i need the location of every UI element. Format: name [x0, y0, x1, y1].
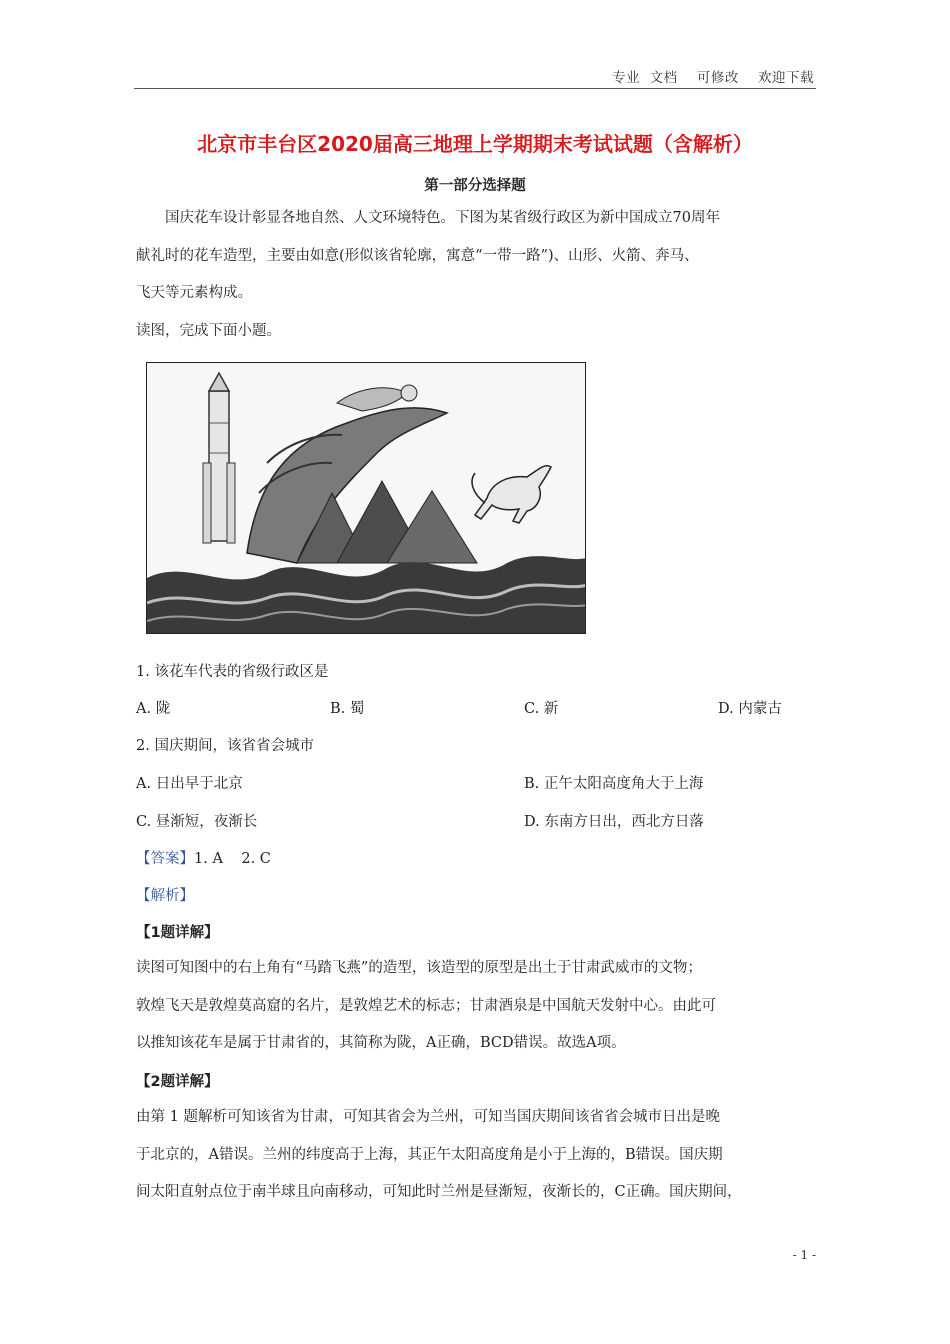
q1-option-b: B. 蜀 [330, 701, 365, 717]
detail-2-paragraph [136, 1099, 816, 1212]
detail-1-line: 读图可知图中的右上角有“马踏飞燕”的造型，该造型的原型是出土于甘肃武威市的文物； [136, 960, 702, 976]
document-title: 北京市丰台区2020届高三地理上学期期末考试试题（含解析） [197, 132, 753, 156]
intro-instruction: 读图，完成下面小题。 [136, 322, 281, 339]
analysis-tag: 【解析】 [136, 888, 194, 904]
q2-option-c: C. 昼渐短，夜渐长 [136, 814, 258, 830]
detail-2-line: 由第 1 题解析可知该省为甘肃，可知其省会为兰州，可知当国庆期间该省省会城市日出是晚 [136, 1109, 720, 1125]
detail-1-paragraph [136, 950, 816, 1063]
q2-option-a: A. 日出早于北京 [136, 776, 243, 792]
detail-2-heading: 【2题详解】 [136, 1074, 219, 1090]
detail-1-line: 以推知该花车是属于甘肃省的，其简称为陇，A正确，BCD错误。故选A项。 [136, 1035, 626, 1051]
answer-line [136, 847, 271, 868]
q2-option-b: B. 正午太阳高度角大于上海 [524, 776, 704, 792]
q1-option-a: A. 陇 [136, 701, 171, 717]
detail-1-line: 敦煌飞天是敦煌莫高窟的名片，是敦煌艺术的标志；甘肃酒泉是中国航天发射中心。由此可 [136, 997, 716, 1014]
detail-2-line: 于北京的，A错误。兰州的纬度高于上海，其正午太阳高度角是小于上海的，B错误。国庆期 [136, 1146, 723, 1163]
answer-text: 1. A 2. C [194, 851, 271, 867]
detail-1-heading: 【1题详解】 [136, 925, 219, 941]
section-heading: 第一部分选择题 [424, 178, 526, 194]
header-rule [134, 88, 816, 89]
intro-line: 国庆花车设计彰显各地自然、人文环境特色。下图为某省级行政区为新中国成立70周年 [165, 210, 720, 226]
q1-option-c: C. 新 [524, 701, 559, 717]
q2-option-d: D. 东南方日出，西北方日落 [524, 814, 704, 830]
question-1-stem: 1. 该花车代表的省级行政区是 [136, 664, 329, 680]
answer-tag: 【答案】 [136, 851, 194, 867]
intro-paragraph [136, 200, 816, 350]
question-2-stem: 2. 国庆期间，该省省会城市 [136, 738, 314, 754]
page-header: 专业 文档 可修改 欢迎下载 [612, 70, 814, 86]
q1-option-d: D. 内蒙古 [718, 701, 782, 717]
intro-line: 飞天等元素构成。 [136, 285, 252, 301]
page-number: - 1 - [792, 1248, 816, 1262]
parade-float-figure [146, 362, 586, 634]
intro-line: 献礼时的花车造型，主要由如意(形似该省轮廓，寓意“一带一路”)、山形、火箭、奔马、 [136, 247, 699, 264]
detail-2-line: 间太阳直射点位于南半球且向南移动，可知此时兰州是昼渐短，夜渐长的，C正确。国庆期间， [136, 1184, 742, 1200]
parade-float-image [147, 363, 586, 634]
